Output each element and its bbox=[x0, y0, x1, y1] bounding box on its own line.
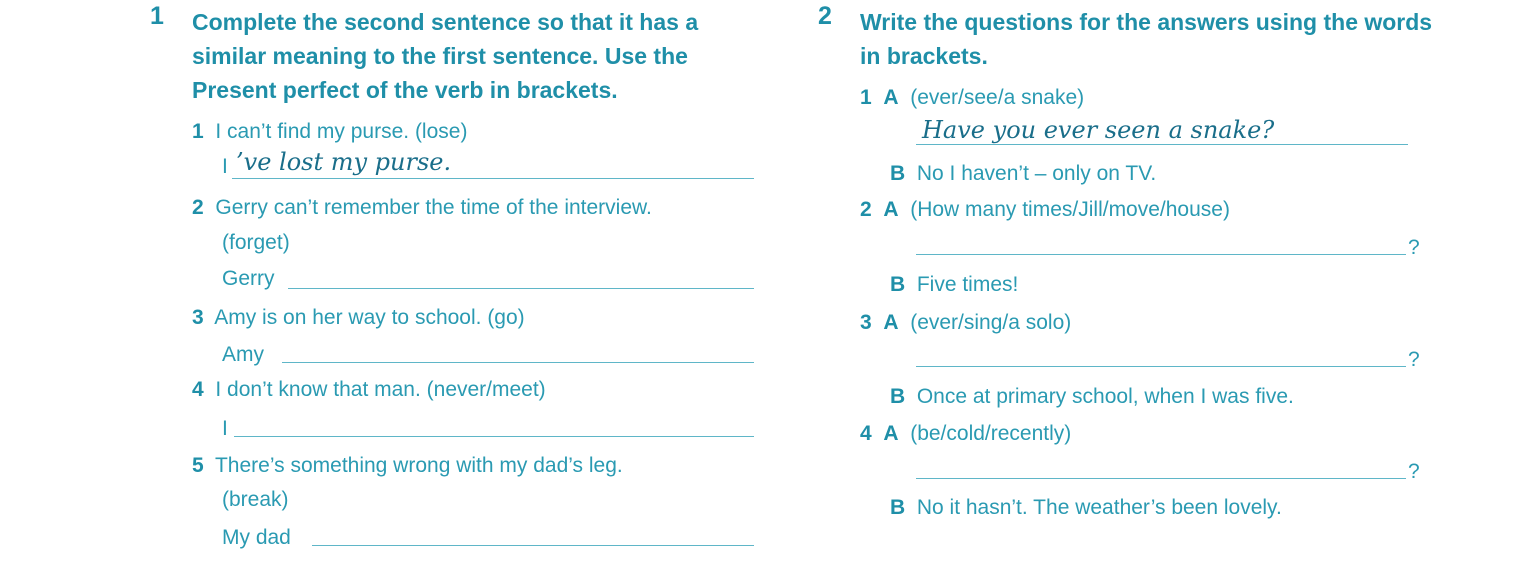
response-text: No it hasn’t. The weather’s been lovely. bbox=[916, 496, 1282, 519]
speaker-a-label: A bbox=[883, 422, 899, 445]
answer-line[interactable] bbox=[916, 478, 1406, 479]
speaker-a-label: A bbox=[883, 198, 899, 221]
question-mark: ? bbox=[1408, 348, 1420, 371]
item-prompt-words: (ever/see/a snake) bbox=[910, 86, 1085, 109]
response-text: No I haven’t – only on TV. bbox=[916, 162, 1157, 185]
speaker-b-label: B bbox=[890, 496, 906, 519]
question-mark: ? bbox=[1408, 236, 1420, 259]
answer-line[interactable] bbox=[288, 288, 754, 289]
speaker-b-label: B bbox=[890, 385, 906, 408]
answer-line[interactable] bbox=[916, 144, 1408, 145]
item-text-cont: (break) bbox=[222, 488, 289, 511]
item-1-prompt bbox=[860, 86, 1084, 110]
response-text: Five times! bbox=[916, 273, 1019, 296]
item-start: Amy bbox=[222, 343, 264, 366]
item-number: 5 bbox=[192, 454, 204, 477]
exercise-instructions: Complete the second sentence so that it has a similar meaning to the first sentence. Use the Present perfect of the verb in brackets. bbox=[192, 9, 699, 103]
speaker-a-label: A bbox=[883, 311, 899, 334]
item-text-cont: (forget) bbox=[222, 231, 290, 254]
handwritten-answer: ’ve lost my purse. bbox=[236, 148, 452, 176]
item-5-prompt bbox=[192, 454, 623, 478]
item-prompt-words: (How many times/Jill/move/house) bbox=[910, 198, 1230, 221]
item-2-response bbox=[890, 273, 1018, 297]
answer-line[interactable] bbox=[916, 254, 1406, 255]
item-2-prompt bbox=[192, 196, 652, 220]
exercise-number: 2 bbox=[818, 2, 832, 30]
item-number: 4 bbox=[860, 422, 872, 445]
item-text: Gerry can’t remember the time of the interview. bbox=[215, 196, 652, 219]
speaker-b-label: B bbox=[890, 273, 906, 296]
item-prompt-words: (ever/sing/a solo) bbox=[910, 311, 1072, 334]
item-3-response bbox=[890, 385, 1294, 409]
item-number: 2 bbox=[192, 196, 204, 219]
item-2-prompt bbox=[860, 198, 1230, 222]
question-mark: ? bbox=[1408, 460, 1420, 483]
item-number: 2 bbox=[860, 198, 872, 221]
item-start: I bbox=[222, 155, 228, 178]
speaker-a-label: A bbox=[883, 86, 899, 109]
item-start: My dad bbox=[222, 526, 291, 549]
item-3-prompt bbox=[192, 306, 525, 330]
answer-line[interactable] bbox=[234, 436, 754, 437]
exercise-instructions: Write the questions for the answers using the words in brackets. bbox=[860, 9, 1433, 69]
item-prompt-words: (be/cold/recently) bbox=[910, 422, 1072, 445]
item-4-response bbox=[890, 496, 1282, 520]
item-1-response bbox=[890, 162, 1156, 186]
answer-line[interactable] bbox=[916, 366, 1406, 367]
item-text: I can’t find my purse. (lose) bbox=[215, 120, 468, 143]
item-1-prompt bbox=[192, 120, 467, 144]
item-number: 4 bbox=[192, 378, 204, 401]
answer-line[interactable] bbox=[312, 545, 754, 546]
item-text: Amy is on her way to school. (go) bbox=[214, 306, 525, 329]
item-number: 1 bbox=[860, 86, 872, 109]
item-3-prompt bbox=[860, 311, 1071, 335]
exercise-number: 1 bbox=[150, 2, 164, 30]
response-text: Once at primary school, when I was five. bbox=[916, 385, 1294, 408]
item-text: There’s something wrong with my dad’s leg. bbox=[214, 454, 623, 477]
item-number: 1 bbox=[192, 120, 204, 143]
item-number: 3 bbox=[192, 306, 204, 329]
speaker-b-label: B bbox=[890, 162, 906, 185]
item-4-prompt bbox=[192, 378, 546, 402]
item-start: Gerry bbox=[222, 267, 275, 290]
item-number: 3 bbox=[860, 311, 872, 334]
item-4-prompt bbox=[860, 422, 1071, 446]
item-text: I don’t know that man. (never/meet) bbox=[215, 378, 546, 401]
answer-line[interactable] bbox=[232, 178, 754, 179]
handwritten-answer: Have you ever seen a snake? bbox=[922, 116, 1275, 144]
item-start: I bbox=[222, 417, 228, 440]
answer-line[interactable] bbox=[282, 362, 754, 363]
